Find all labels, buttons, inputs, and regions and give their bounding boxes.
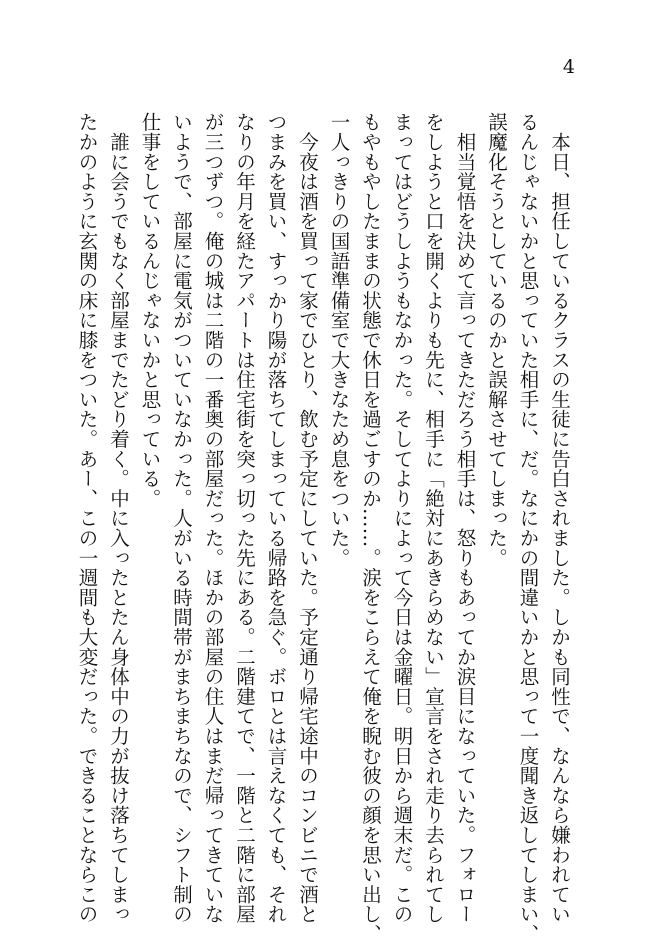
text-line: 今夜は酒を買って家でひとり、飲む予定にしていた。予定通り帰宅途中のコンビニで酒と (296, 112, 319, 924)
text-line: 一人っきりの国語準備室で大きなため息をついた。 (327, 112, 351, 568)
vertical-text-body (71, 112, 575, 944)
text-line: なりの年月を経たアパートは住宅街を突っ切った先にある。二階建てで、一階と二階に部屋 (233, 112, 256, 924)
text-line: まってはどうしようもなかった。そしてよりによって今日は金曜日。明日から週末だ。この (390, 112, 414, 924)
text-line: るんじゃないかと思っていた相手に、だ。なにかの間違いかと思って一度聞き返してしまい、 (516, 112, 540, 944)
text-line: 誰に会うでもなく部屋までたどり着く。中に入ったとたん身体中の力が抜け落ちてしまっ (107, 112, 130, 924)
page-number: 4 (562, 56, 575, 78)
text-line: 誤魔化そうとしているのかと誤解させてしまった。 (485, 112, 508, 568)
text-line: をしようと口を開くよりも先に、相手に「絶対にあきらめない」宣言をされ走り去られてし (422, 112, 445, 924)
text-line: 本日、担任しているクラスの生徒に告白されました。しかも同性で、なんなら嫌われてい (548, 112, 571, 924)
text-line: たかのように玄関の床に膝をついた。あー、この一週間も大変だった。できることならこの (75, 112, 99, 924)
text-line: が三つずつ。俺の城は二階の一番奥の部屋だった。ほかの部屋の住人はまだ帰ってきていな (201, 112, 225, 924)
text-line: 相当覚悟を決めて言ってきただろう相手は、怒りもあってか涙目になっていた。フォロー (453, 112, 477, 924)
text-line: もやもやしたままの状態で休日を過ごすのか……。涙をこらえて俺を睨む彼の顔を思い出し、 (359, 112, 382, 944)
text-line: 仕事をしているんじゃないかと思っている。 (138, 112, 162, 508)
text-line: いようで、部屋に電気がついていなかった。人がいる時間帯がまちまちなので、シフト制の (170, 112, 193, 924)
text-line: つまみを買い、すっかり陽が落ちてしまっている帰路を急ぐ。ボロとは言えなくても、それ (264, 112, 288, 924)
